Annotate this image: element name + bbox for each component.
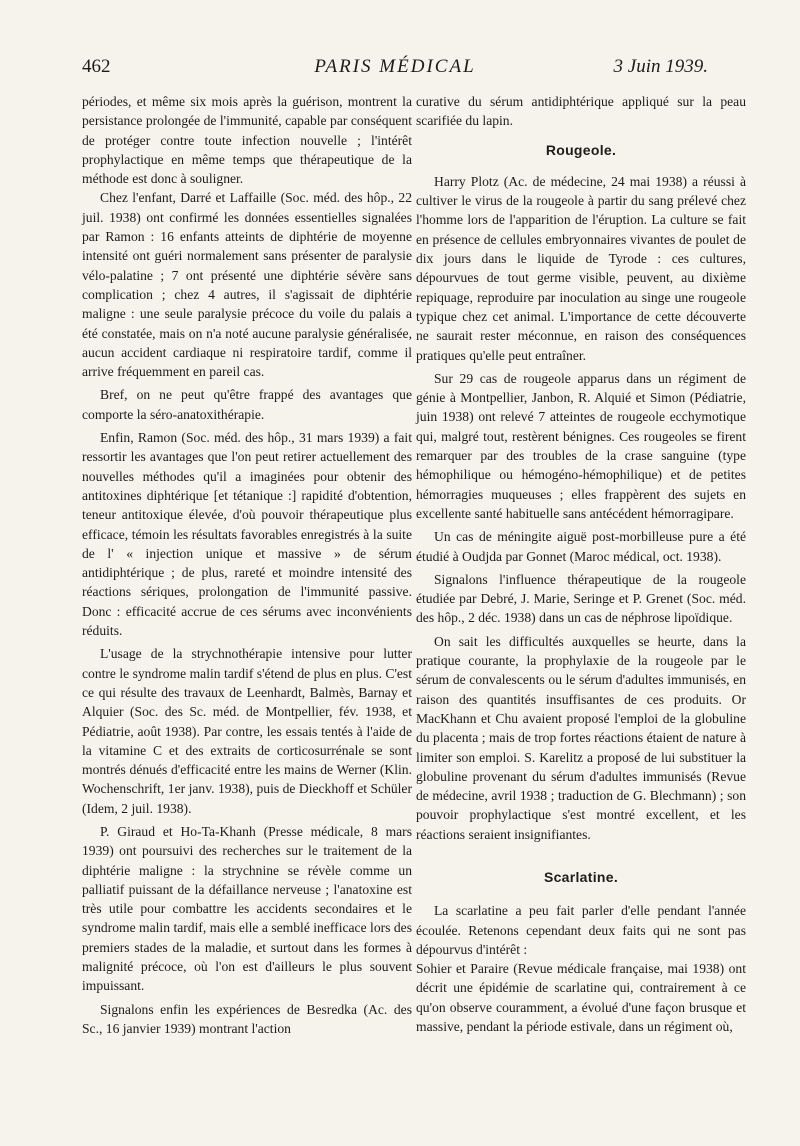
paragraph: Sohier et Paraire (Revue médicale française, mai 1938) ont décrit une épidémie de scarlatine qui, contrairement à ce qu'on observe couramment, a évolué d'une façon brusque et massive, pendant la période estivale, dans un régiment où, [416, 961, 746, 1035]
section-heading-scarlatine: Scarlatine. [543, 868, 619, 885]
paragraph: Enfin, Ramon (Soc. méd. des hôp., 31 mars 1939) a fait ressortir les avantages que l'on peut retirer actuellement des nouvelles méthodes qu'il a imaginées pour obtenir des antitoxines diphtérique [et tétanique :] rapidité d'obtention, teneur antitoxique élevée, d'où pouvoir thérapeutique plus efficace, témoin les résultats favorables enregistrés à la suite de l' « injection unique et massive » de sérum antidiphtérique ; de plus, rareté et moindre intensité des réactions sériques, prolongation de l'immunité passive. Donc : efficacité accrue de ces sérums avec inconvénients réduits. [82, 430, 412, 639]
paragraph: Signalons l'influence thérapeutique de la rougeole étudiée par Debré, J. Marie, Seringe et P. Grenet (Soc. méd. des hôp., 2 déc. 1938) dans un cas de néphrose lipoïdique. [416, 571, 746, 626]
paragraph: Signalons enfin les expériences de Besredka (Ac. des Sc., 16 janvier 1939) montrant l'action [82, 1001, 412, 1036]
paragraph: La scarlatine a peu fait parler d'elle pendant l'année écoulée. Retenons cependant deux faits qui ne sont pas dépourvus d'intérêt : [416, 903, 746, 957]
paragraph: périodes, et même six mois après la guérison, montrent la persistance prolongée de l'immunité, capable par conséquent de protéger contre toute infection nouvelle ; l'intérêt prophylactique en même temps que thérapeutique de la méthode est donc à souligner. [82, 94, 412, 187]
left-column [82, 92, 412, 1038]
journal-title: PARIS MÉDICAL [314, 56, 476, 77]
running-header [82, 56, 708, 80]
paragraph: Bref, on ne peut qu'être frappé des avantages que comporte la séro-anatoxithérapie. [82, 387, 412, 422]
page-number: 462 [82, 56, 111, 77]
paragraph: On sait les difficultés auxquelles se heurte, dans la pratique courante, la prophylaxie de la rougeole par le sérum de convalescents ou le sérum d'adultes immunisés, en raison des quantités insuffisantes de ces produits. Or MacKhann et Chu avaient proposé l'emploi de la globuline du placenta ; mais de trop fortes réactions étaient de nature à limiter son emploi. S. Karelitz a proposé de lui substituer la globuline provenant du sérum d'adultes immunisés (Revue de médecine, avril 1938 ; traduction de G. Blechmann) ; son pouvoir prophylactique s'est montré excellent, et les réactions seraient insignifiantes. [416, 633, 746, 842]
paragraph: curative du sérum antidiphtérique appliqué sur la peau scarifiée du lapin. [416, 94, 746, 129]
paragraph: Chez l'enfant, Darré et Laffaille (Soc. méd. des hôp., 22 juil. 1938) ont confirmé les données essentielles signalées par Ramon : 16 enfants atteints de diphtérie de moyenne intensité ont guéri normalement sans présenter de paralysie vélo-palatine ; 7 ont présenté une diphtérie sévère sans complication ; chez 4 autres, il s'agissait de diphtérie maligne : une seule paralysie précoce du voile du palais a été constatée, mais on n'a noté aucune paralysie généralisée, aucun accident cardiaque ni respiratoire tardif, comme il arrive fréquemment en pareil cas. [82, 190, 412, 380]
paragraph: P. Giraud et Ho-Ta-Khanh (Presse médicale, 8 mars 1939) ont poursuivi des recherches sur le traitement de la diphtérie maligne : la strychnine se révèle comme un palliatif puissant de la défaillance nerveuse ; l'anatoxine est très utile pour combattre les accidents secondaires et le syndrome malin tardif, mais elle a semblé inefficace lors des premiers stades de la maladie, et surtout dans les formes à malignité précoce, où l'on est d'ailleurs le plus souvent impuissant. [82, 823, 412, 994]
right-column [416, 92, 746, 1036]
paragraph: L'usage de la strychnothérapie intensive pour lutter contre le syndrome malin tardif s'étend de plus en plus. C'est ce qui résulte des travaux de Leenhardt, Balmès, Barnay et Alquier (Soc. des Sc. méd. de Montpellier, fév. 1938, et Pédiatrie, août 1938). Par contre, les essais tentés à l'aide de la vitamine C et des extraits de corticosurrénale se sont montrés dénués d'efficacité entre les mains de Werner (Klin. Wochenschrift, 1er janv. 1938), puis de Dieckhoff et Schüler (Idem, 2 juil. 1938). [82, 646, 412, 816]
section-heading-rougeole: Rougeole. [545, 141, 617, 158]
paragraph: Un cas de méningite aiguë post-morbilleuse pure a été étudié à Oudjda par Gonnet (Maroc médical, oct. 1938). [416, 529, 746, 564]
issue-date: 3 Juin 1939. [613, 56, 708, 77]
paragraph: Sur 29 cas de rougeole apparus dans un régiment de génie à Montpellier, Janbon, R. Alquié et Simon (Pédiatrie, juin 1938) ont relevé 7 atteintes de rougeole ecchymotique qui, malgré tout, restèrent bénignes. Ces rougeoles se firent remarquer par des troubles de la crase sanguine (type hémophilique ou hémogéno-hémophilique) et de petites hémorragies muqueuses ; elles frappèrent des sujets en excellente santé habituelle sans antécédent hémorragipare. [416, 370, 746, 521]
paragraph: Harry Plotz (Ac. de médecine, 24 mai 1938) a réussi à cultiver le virus de la rougeole à partir du sang prélevé chez l'homme lors de l'apparition de l'éruption. La culture se fait en présence de cellules embryonnaires vivantes de poulet de dix jours dans le liquide de Tyrode : ces cultures, dépourvues de tout germe visible, peuvent, au dixième repiquage, reproduire par inoculation au singe une rougeole typique chez cet animal. L'importance de cette découverte ne saurait rester méconnue, en raison des conséquences pratiques qu'elle peut entraîner. [416, 173, 746, 363]
